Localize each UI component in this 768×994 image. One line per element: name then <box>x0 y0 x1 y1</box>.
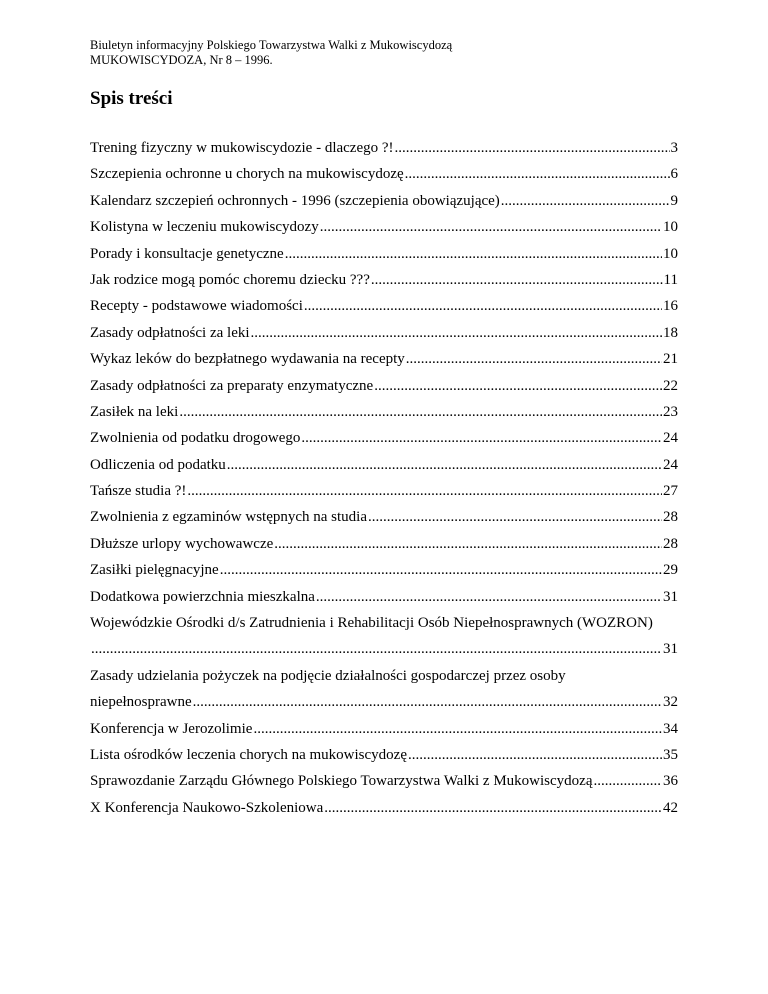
toc-page-number: 28 <box>663 535 678 552</box>
toc-entry-title: Zasiłek na leki <box>90 403 179 420</box>
toc-page-number: 21 <box>663 351 678 368</box>
toc-dot-leader <box>220 562 662 579</box>
toc-dot-leader <box>324 800 662 817</box>
toc-page-number: 29 <box>663 562 678 579</box>
toc-page-number: 32 <box>663 694 678 711</box>
toc-entry[interactable] <box>90 430 678 456</box>
toc-entry[interactable] <box>90 773 678 799</box>
toc-entry[interactable] <box>90 351 678 377</box>
toc-page-number: 6 <box>670 166 678 183</box>
header-line-2: MUKOWISCYDOZA, Nr 8 – 1996. <box>90 53 273 67</box>
toc-entry[interactable] <box>90 694 678 720</box>
toc-dot-leader <box>408 747 662 764</box>
toc-entry[interactable] <box>90 509 678 535</box>
toc-page-number: 23 <box>663 403 678 420</box>
toc-dot-leader <box>374 378 662 395</box>
toc-page-number: 11 <box>663 271 678 288</box>
toc-page-number: 27 <box>663 483 678 500</box>
toc-dot-leader <box>501 193 670 210</box>
toc-dot-leader <box>285 246 662 263</box>
toc-entry-title: Zwolnienia od podatku drogowego <box>90 430 301 447</box>
toc-entry-title: Trening fizyczny w mukowiscydozie - dlaczego ?! <box>90 140 394 156</box>
toc-entry-title: Zwolnienia z egzaminów wstępnych na studia <box>90 509 368 526</box>
toc-dot-leader <box>251 325 662 342</box>
toc-page-number: 42 <box>663 799 678 816</box>
toc-dot-leader <box>274 536 662 553</box>
toc-entry[interactable] <box>90 378 678 404</box>
toc-entry-title: Szczepienia ochronne u chorych na mukowiscydozę <box>90 166 404 183</box>
toc-dot-leader <box>187 483 662 500</box>
toc-entry[interactable] <box>90 562 678 588</box>
toc-dot-leader <box>304 298 662 315</box>
toc-entry-title: Wykaz leków do bezpłatnego wydawania na recepty <box>90 351 405 368</box>
page-title: Spis treści <box>90 88 173 109</box>
toc-entry[interactable] <box>90 140 678 166</box>
toc-entry-title: Zasady udzielania pożyczek na podjęcie działalności gospodarczej przez osoby <box>90 667 566 684</box>
toc-entry[interactable] <box>90 747 678 773</box>
toc-dot-leader <box>368 509 662 526</box>
toc-entry[interactable] <box>90 641 678 667</box>
toc-dot-leader <box>316 589 662 606</box>
toc-entry[interactable] <box>90 246 678 272</box>
table-of-contents <box>90 140 678 826</box>
toc-dot-leader <box>301 430 662 447</box>
toc-page-number: 28 <box>663 509 678 526</box>
toc-entry[interactable] <box>90 457 678 483</box>
toc-entry[interactable] <box>90 166 678 192</box>
toc-entry-title: Dłuższe urlopy wychowawcze <box>90 535 274 552</box>
toc-dot-leader <box>227 457 662 474</box>
toc-page-number: 24 <box>663 430 678 447</box>
toc-page-number: 3 <box>670 140 678 156</box>
toc-dot-leader <box>193 694 662 711</box>
toc-entry[interactable] <box>90 325 678 351</box>
toc-entry[interactable] <box>90 272 678 298</box>
toc-entry-title: niepełnosprawne <box>90 694 192 711</box>
toc-page-number: 18 <box>663 324 678 341</box>
toc-page-number: 9 <box>670 192 678 209</box>
toc-entry[interactable] <box>90 404 678 430</box>
toc-entry-title: Zasiłki pielęgnacyjne <box>90 562 219 579</box>
toc-entry-title: Porady i konsultacje genetyczne <box>90 245 284 262</box>
toc-entry-title: Kalendarz szczepień ochronnych - 1996 (szczepienia obowiązujące) <box>90 192 500 209</box>
toc-entry[interactable] <box>90 536 678 562</box>
toc-entry-title: Zasady odpłatności za leki <box>90 324 250 341</box>
toc-entry[interactable] <box>90 193 678 219</box>
toc-entry[interactable] <box>90 615 678 641</box>
toc-page-number: 24 <box>663 456 678 473</box>
toc-entry[interactable] <box>90 721 678 747</box>
header-line-1: Biuletyn informacyjny Polskiego Towarzystwa Walki z Mukowiscydozą <box>90 38 453 52</box>
toc-page-number: 10 <box>663 245 678 262</box>
toc-page-number: 16 <box>663 298 678 315</box>
toc-page-number: 31 <box>663 588 678 605</box>
toc-entry-title: Zasady odpłatności za preparaty enzymatyczne <box>90 377 374 394</box>
toc-entry-title: Tańsze studia ?! <box>90 483 187 500</box>
toc-dot-leader <box>179 404 662 421</box>
toc-entry-title: Sprawozdanie Zarządu Głównego Polskiego Towarzystwa Walki z Mukowiscydozą <box>90 773 593 790</box>
toc-page-number: 34 <box>663 720 678 737</box>
toc-entry-title: Wojewódzkie Ośrodki d/s Zatrudnienia i Rehabilitacji Osób Niepełnosprawnych (WOZRON) <box>90 615 653 632</box>
toc-dot-leader <box>320 219 662 236</box>
toc-entry-title: Lista ośrodków leczenia chorych na mukowiscydozę <box>90 746 407 763</box>
toc-entry[interactable] <box>90 219 678 245</box>
toc-entry-title: X Konferencja Naukowo-Szkoleniowa <box>90 799 324 816</box>
toc-entry-title: Konferencja w Jerozolimie <box>90 720 253 737</box>
toc-entry[interactable] <box>90 668 678 694</box>
toc-dot-leader <box>405 166 670 183</box>
toc-page-number: 10 <box>663 219 678 236</box>
toc-dot-leader <box>371 272 663 289</box>
toc-entry[interactable] <box>90 483 678 509</box>
toc-entry-title: Dodatkowa powierzchnia mieszkalna <box>90 588 315 605</box>
document-header <box>90 38 452 68</box>
toc-page-number: 36 <box>663 773 678 790</box>
toc-entry-title: Kolistyna w leczeniu mukowiscydozy <box>90 219 319 236</box>
toc-dot-leader <box>253 721 662 738</box>
toc-entry[interactable] <box>90 800 678 826</box>
toc-dot-leader <box>91 641 662 658</box>
toc-dot-leader <box>395 140 670 157</box>
toc-entry-title: Odliczenia od podatku <box>90 456 226 473</box>
toc-dot-leader <box>593 773 662 790</box>
toc-page-number: 35 <box>663 746 678 763</box>
toc-page-number: 31 <box>663 641 678 658</box>
toc-entry[interactable] <box>90 589 678 615</box>
toc-dot-leader <box>406 351 662 368</box>
toc-page-number: 22 <box>663 377 678 394</box>
toc-entry-title: Jak rodzice mogą pomóc choremu dziecku ??? <box>90 271 370 288</box>
toc-entry-title: Recepty - podstawowe wiadomości <box>90 298 303 315</box>
toc-entry[interactable] <box>90 298 678 324</box>
